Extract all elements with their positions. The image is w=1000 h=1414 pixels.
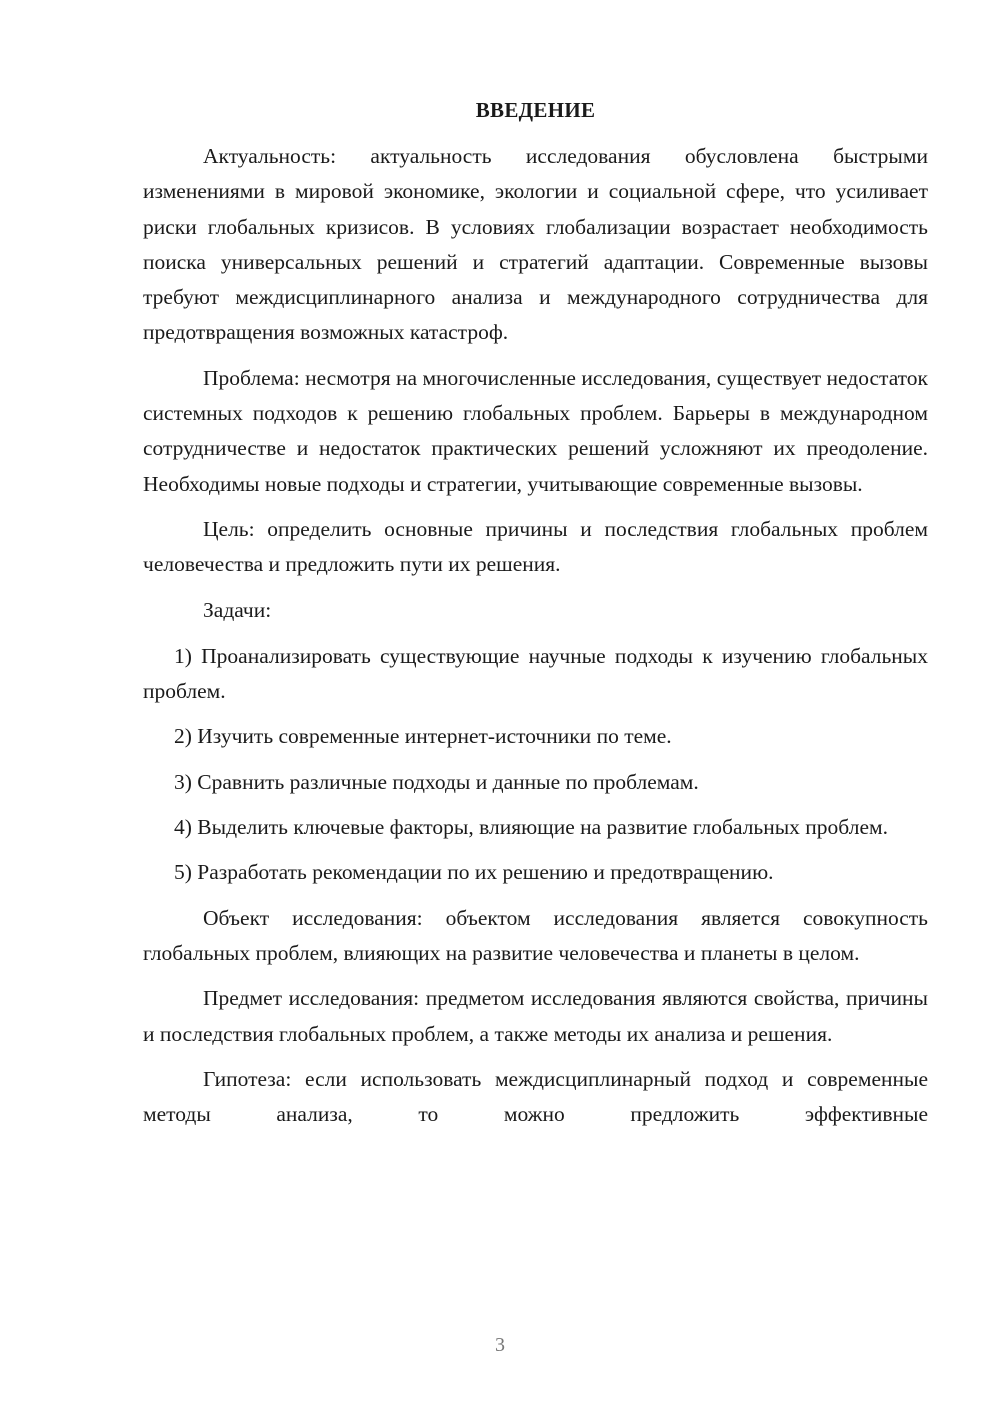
paragraph-hypothesis: Гипотеза: если использовать междисциплинарный подход и современные методы анализа, то можно предложить эффективные: [143, 1066, 928, 1127]
page-number: 3: [495, 1334, 505, 1356]
task-item-3: 3) Сравнить различные подходы и данные по проблемам.: [174, 769, 699, 794]
paragraph-problem: Проблема: несмотря на многочисленные исследования, существует недостаток системных подходов к решению глобальных проблем. Барьеры в международном сотрудничестве и недостаток практических решений усложняют их преодоление. Необходимы новые подходы и стратегии, учитывающие современные вызовы.: [143, 365, 928, 496]
tasks-heading: Задачи:: [203, 597, 272, 622]
paragraph-relevance: Актуальность: актуальность исследования обусловлена быстрыми изменениями в мировой экономике, экологии и социальной сфере, что усиливает риски глобальных кризисов. В условиях глобализации возрастает необходимость поиска универсальных решений и стратегий адаптации. Современные вызовы требуют междисциплинарного анализа и международного сотрудничества для предотвращения возможных катастроф.: [143, 144, 928, 345]
paragraph-goal: Цель: определить основные причины и последствия глобальных проблем человечества и предложить пути их решения.: [143, 516, 928, 577]
section-title: ВВЕДЕНИЕ: [475, 98, 596, 122]
task-item-2: 2) Изучить современные интернет-источники по теме.: [174, 724, 672, 749]
paragraph-object: Объект исследования: объектом исследования является совокупность глобальных проблем, влияющих на развитие человечества и планеты в целом.: [143, 905, 928, 965]
task-item-1: 1) Проанализировать существующие научные подходы к изучению глобальных проблем.: [143, 643, 928, 704]
task-item-4: 4) Выделить ключевые факторы, влияющие на развитие глобальных проблем.: [174, 815, 888, 840]
document-page: [143, 95, 928, 1142]
task-item-5: 5) Разработать рекомендации по их решению и предотвращению.: [174, 860, 774, 885]
paragraph-subject: Предмет исследования: предметом исследования являются свойства, причины и последствия глобальных проблем, а также методы их анализа и решения.: [143, 986, 928, 1046]
